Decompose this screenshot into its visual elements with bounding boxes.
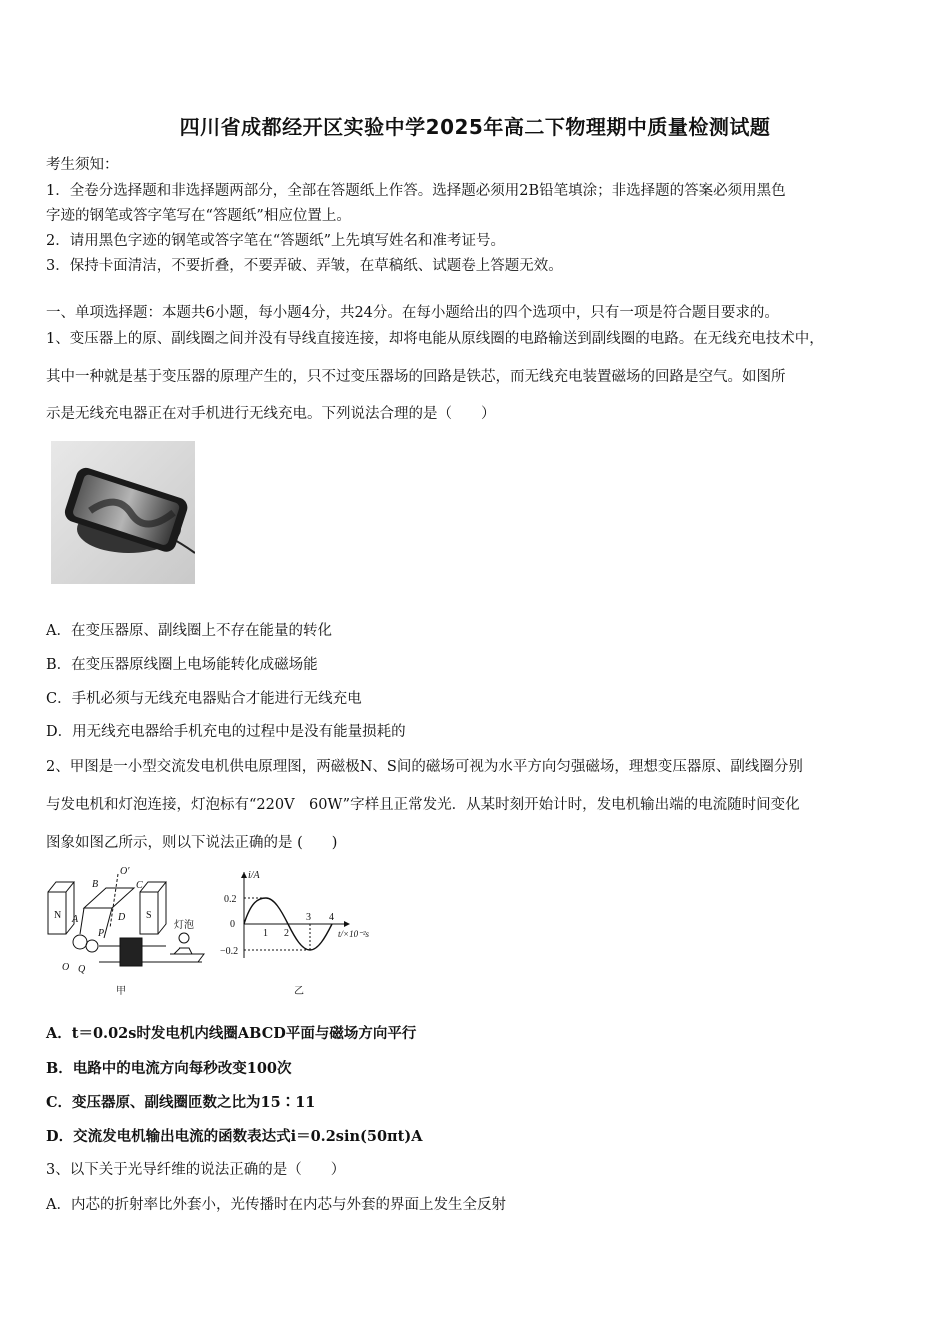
q1-stem-line: 示是无线充电器正在对手机进行无线充电。下列说法合理的是（ ） — [46, 406, 496, 422]
q1-option-c: C．手机必须与无线充电器贴合才能进行无线充电 — [46, 691, 362, 707]
svg-text:O: O — [62, 962, 70, 973]
svg-text:C: C — [136, 880, 143, 891]
notice-heading: 考生须知： — [46, 157, 119, 173]
x-tick-label: 1 — [263, 928, 268, 939]
svg-text:Q: Q — [78, 964, 86, 975]
svg-text:灯泡: 灯泡 — [174, 920, 194, 931]
notice-line: 3．保持卡面清洁，不要折叠，不要弄破、弄皱，在草稿纸、试题卷上答题无效。 — [46, 258, 563, 274]
q2-option-c: C．变压器原、副线圈匝数之比为15∶11 — [46, 1094, 316, 1111]
x-tick-label: 4 — [329, 912, 334, 923]
origin-label: 0 — [230, 919, 235, 930]
svg-text:S: S — [146, 910, 152, 921]
q2-stem-line: 与发电机和灯泡连接，灯泡标有“220V 60W”字样且正常发光．从某时刻开始计时，发电机输出端的电流随时间变化 — [46, 797, 800, 813]
figure-yi-caption: 乙 — [294, 986, 304, 997]
page-title: 四川省成都经开区实验中学2025年高二下物理期中质量检测试题 — [179, 115, 771, 139]
svg-text:D: D — [118, 912, 126, 923]
y-axis-label: i/A — [248, 870, 260, 881]
current-graph — [220, 870, 370, 997]
figure-jia-caption: 甲 — [116, 986, 126, 997]
q2-stem-line: 2、甲图是一小型交流发电机供电原理图，两磁极N、S间的磁场可视为水平方向匀强磁场，理想变压器原、副线圈分别 — [46, 759, 803, 775]
q3-option-a: A．内芯的折射率比外套小，光传播时在内芯与外套的界面上发生全反射 — [46, 1197, 506, 1213]
q2-stem-line: 图象如图乙所示，则以下说法正确的是 ( ) — [46, 835, 338, 851]
svg-text:O′: O′ — [120, 866, 130, 877]
q1-stem-line: 其中一种就是基于变压器的原理产生的，只不过变压器场的回路是铁芯，而无线充电装置磁场的回路是空气。如图所 — [46, 369, 786, 385]
svg-text:P: P — [98, 928, 105, 939]
svg-text:B: B — [92, 879, 99, 890]
svg-text:A: A — [72, 914, 79, 925]
y-tick-label: 0.2 — [224, 894, 237, 905]
q2-option-d: D．交流发电机输出电流的函数表达式i＝0.2sin(50πt)A — [46, 1128, 423, 1145]
notice-line: 2．请用黑色字迹的钢笔或答字笔在“答题纸”上先填写姓名和准考证号。 — [46, 233, 506, 249]
svg-text:N: N — [54, 910, 62, 921]
wireless-charger-photo — [51, 441, 195, 584]
q1-option-d: D．用无线充电器给手机充电的过程中是没有能量损耗的 — [46, 724, 406, 740]
q1-option-a: A．在变压器原、副线圈上不存在能量的转化 — [46, 623, 332, 639]
q2-figure — [44, 862, 384, 1000]
q2-option-b: B．电路中的电流方向每秒改变100次 — [46, 1060, 292, 1077]
q2-option-a: A．t＝0.02s时发电机内线圈ABCD平面与磁场方向平行 — [46, 1025, 417, 1042]
y-tick-label: −0.2 — [220, 946, 239, 957]
x-axis-label: t/×10⁻²s — [338, 929, 370, 939]
x-tick-label: 3 — [306, 912, 311, 923]
section-heading: 一、单项选择题：本题共6小题，每小题4分，共24分。在每小题给出的四个选项中，只有一项是符合题目要求的。 — [46, 305, 779, 321]
q1-option-b: B．在变压器原线圈上电场能转化成磁场能 — [46, 657, 318, 673]
q3-stem: 3、以下关于光导纤维的说法正确的是（ ） — [46, 1162, 346, 1178]
q1-stem-line: 1、变压器上的原、副线圈之间并没有导线直接连接，却将电能从原线圈的电路输送到副线圈的电路。在无线充电技术中， — [46, 331, 824, 347]
notice-line: 字迹的钢笔或答字笔写在“答题纸”相应位置上。 — [46, 208, 351, 224]
x-tick-label: 2 — [284, 928, 289, 939]
notice-line: 1．全卷分选择题和非选择题两部分，全部在答题纸上作答。选择题必须用2B铅笔填涂；非选择题的答案必须用黑色 — [46, 183, 786, 199]
